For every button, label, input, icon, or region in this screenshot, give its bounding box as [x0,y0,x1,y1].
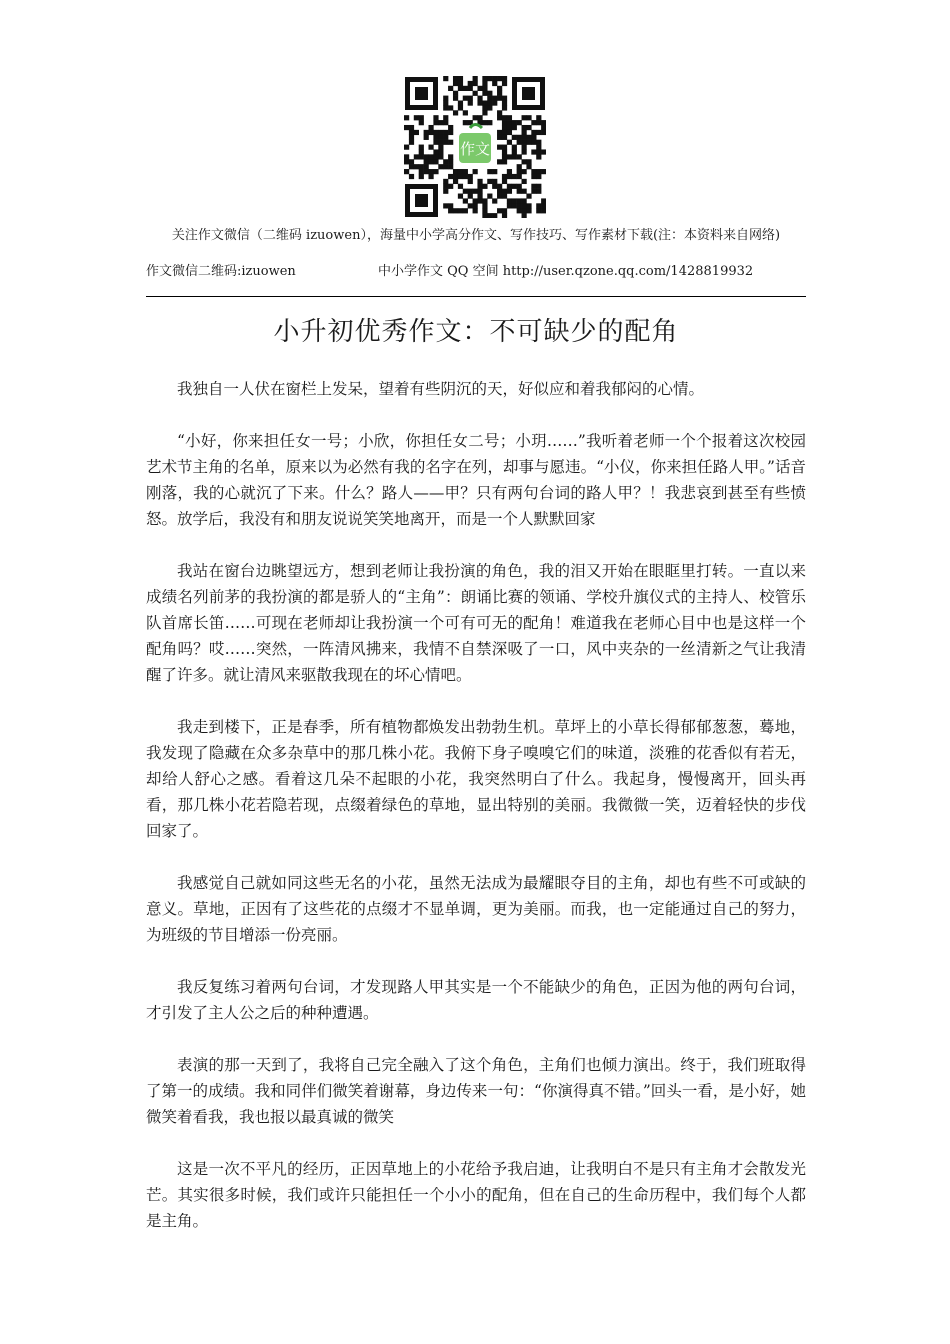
qq-space-link[interactable]: 中小学作文 QQ 空间 http://user.qzone.qq.com/1428819932 [378,264,754,279]
paragraph: 我独自一人伏在窗栏上发呆，望着有些阴沉的天，好似应和着我郁闷的心情。 [177,380,705,398]
paragraph: “小好，你来担任女一号；小欣，你担任女二号；小玥……”我听着老师一个个报着这次校园艺术节主角的名单，原来以为必然有我的名字在列，却事与愿违。“小仪，你来担任路人甲。”话音刚落，我的心就沉了下来。什么？路人——甲？只有两句台词的路人甲？！我悲哀到甚至有些愤怒。放学后，我没有和朋友说说笑笑地离开，而是一个人默默回家 [146,432,806,528]
header-notice: 关注作文微信（二维码 izuowen），海量中小学高分作文、写作技巧、写作素材下载(注：本资料来自网络) [171,228,781,243]
logo-text: 作文 [459,140,491,158]
article-title: 小升初优秀作文：不可缺少的配角 [273,317,679,347]
paragraph: 表演的那一天到了，我将自己完全融入了这个角色，主角们也倾力演出。终于，我们班取得了第一的成绩。我和同伴们微笑着谢幕，身边传来一句：“你演得真不错。”回头一看，是小好，她微笑着看我，我也报以最真诚的微笑 [146,1056,806,1126]
paragraph: 这是一次不平凡的经历，正因草地上的小花给予我启迪，让我明白不是只有主角才会散发光芒。其实很多时候，我们或许只能担任一个小小的配角，但在自己的生命历程中，我们每个人都是主角。 [146,1160,806,1230]
header-divider [146,296,806,297]
paragraph: 我感觉自己就如同这些无名的小花，虽然无法成为最耀眼夺目的主角，却也有些不可或缺的意义。草地，正因有了这些花的点缀才不显单调，更为美丽。而我，也一定能通过自己的努力，为班级的节目增添一份亮丽。 [146,874,806,944]
qr-code-image [404,76,546,218]
paragraph: 我走到楼下，正是春季，所有植物都焕发出勃勃生机。草坪上的小草长得郁郁葱葱，蓦地，我发现了隐藏在众多杂草中的那几株小花。我俯下身子嗅嗅它们的味道，淡雅的花香似有若无，却给人舒心之感。看着这几朵不起眼的小花，我突然明白了什么。我起身，慢慢离开，回头再看，那几株小花若隐若现，点缀着绿色的草地，显出特别的美丽。我微微一笑，迈着轻快的步伐回家了。 [146,718,806,840]
paragraph: 我站在窗台边眺望远方，想到老师让我扮演的角色，我的泪又开始在眼眶里打转。一直以来成绩名列前茅的我扮演的都是骄人的“主角”：朗诵比赛的领诵、学校升旗仪式的主持人、校管乐队首席长笛……可现在老师却让我扮演一个可有可无的配角！难道我在老师心目中也是这样一个配角吗？哎……突然，一阵清风拂来，我情不自禁深吸了一口，风中夹杂的一丝清新之气让我清醒了许多。就让清风来驱散我现在的坏心情吧。 [146,562,806,684]
wechat-id: 作文微信二维码:izuowen [146,264,296,279]
header-contact [146,263,806,280]
paragraph: 我反复练习着两句台词，才发现路人甲其实是一个不能缺少的角色，正因为他的两句台词，才引发了主人公之后的种种遭遇。 [146,978,806,1022]
qr-code [404,76,546,218]
article-body [146,376,806,1260]
